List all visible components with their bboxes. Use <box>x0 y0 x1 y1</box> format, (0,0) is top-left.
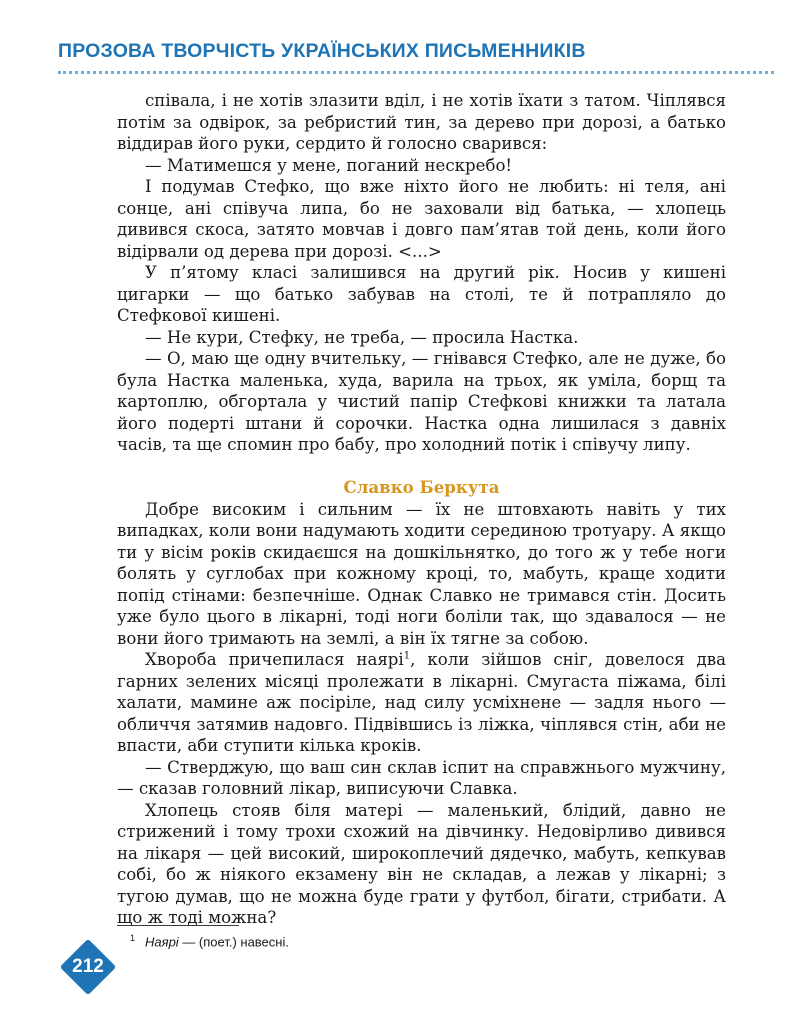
running-head-title: ПРОЗОВА ТВОРЧІСТЬ УКРАЇНСЬКИХ ПИСЬМЕННИКІВ <box>58 40 586 62</box>
paragraph: — Не кури, Стефку, не треба, — просила Настка. <box>145 327 579 347</box>
footnote-reference: 1 <box>403 650 411 662</box>
footnote <box>130 933 289 949</box>
footnote-mark: 1 <box>130 933 136 943</box>
paragraph: У п’ятому класі залишився на другий рік. Носив у кишені цигарки — що батько забував на столі, те й потрапляло до Стефкової кишені. <box>117 263 726 325</box>
paragraph: Добре високим і сильним — їх не штовхають навіть у тих випадках, коли вони надумають ходити серединою тротуару. А якщо ти у вісім років скидаєшся на дошкільнятко, до того ж у тебе ноги болять у суглобах при кожному кроці, то, мабуть, краще ходити попід стінами: безпечніше. Однак Славко не тримався стін. Досить уже було цього в лікарні, тоді ноги боліли так, що здавалося — не вони його тримають на землі, а він їх тягне за собою. <box>117 499 726 648</box>
paragraph: І подумав Стефко, що вже ніхто його не любить: ні теля, ані сонце, ані співуча липа, бо не заховали від батька, — хлопець дивився скоса, затято мовчав і довго пам’ятав той день, коли його відірвали од дерева при дорозі. <...> <box>117 177 726 261</box>
footnote-divider <box>117 925 239 926</box>
paragraph: співала, і не хотів злазити вділ, і не хотів їхати з татом. Чіплявся потім за одвірок, за ребристий тин, за дерево при дорозі, а батько віддирав його руки, сердито й голосно сварився: <box>117 91 726 153</box>
footnote-definition: — (поет.) навесні. <box>178 934 289 950</box>
paragraph-with-footnote <box>117 649 726 757</box>
paragraph-text: Хвороба причепилася наярі <box>145 650 404 669</box>
page-number: 212 <box>72 956 104 977</box>
footnote-term: Наярі <box>145 934 179 950</box>
paragraph: Хлопець стояв біля матері — маленький, блідий, давно не стрижений і тому трохи схожий на дівчинку. Недовірливо дивився на лікаря — цей високий, широкоплечий дядечко, мабуть, кепкував собі, бо ж ніякого екзамену він не складав, а лежав у лікарні; з тугою думав, що не можна буде грати у футбол, бігати, стрибати. А що ж тоді можна? <box>117 800 726 927</box>
section-title: Славко Беркута <box>343 477 500 497</box>
paragraph-text: , коли зійшов сніг, довелося два гарних зелених місяці пролежати в лікарні. Смугаста піжама, білі халати, мамине аж посіріле, над силу усміхнене — задля нього — обличчя затямив надовго. Підвівшись із ліжка, чіплявся стін, аби не впасти, аби ступити кілька кроків. <box>117 650 726 755</box>
main-text-column <box>117 90 726 929</box>
header-dotted-divider <box>58 71 774 74</box>
paragraph: — Матимешся у мене, поганий нескребо! <box>145 155 513 175</box>
page-number-badge <box>60 939 116 995</box>
paragraph: — О, маю ще одну вчительку, — гнівався Стефко, але не дуже, бо була Настка маленька, худа, варила на трьох, як уміла, борщ та картоплю, обгортала у чистий папір Стефкові книжки та латала його подерті штани й сорочки. Настка одна лишилася з давніх часів, та ще спомин про бабу, про холодний потік і співучу липу. <box>117 349 726 454</box>
paragraph: — Стверджую, що ваш син склав іспит на справжнього мужчину, — сказав головний лікар, виписуючи Славка. <box>117 757 726 798</box>
